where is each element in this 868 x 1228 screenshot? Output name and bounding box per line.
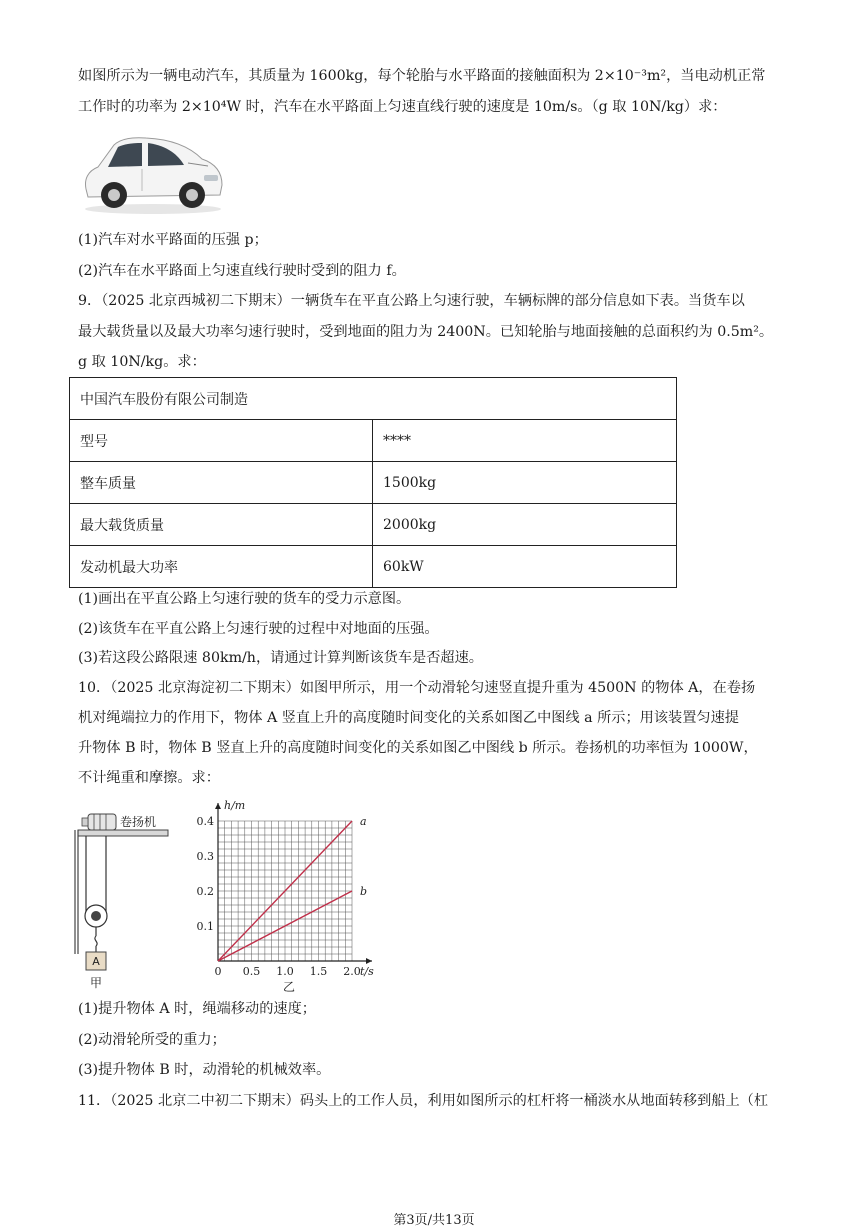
x-axis-label: t/s <box>360 965 374 978</box>
table-row <box>70 504 677 546</box>
series-label-a: a <box>360 815 367 828</box>
table-row <box>70 462 677 504</box>
x-tick-label: 1.0 <box>276 965 294 978</box>
y-tick-label: 0.2 <box>196 885 214 898</box>
height-time-chart <box>192 793 388 993</box>
series-label-b: b <box>360 885 368 898</box>
y-tick-label: 0.4 <box>196 815 214 828</box>
table-row <box>70 546 677 588</box>
q8-line1: 如图所示为一辆电动汽车，其质量为 1600kg，每个轮胎与水平路面的接触面积为 2×10⁻³m²，当电动机正常 <box>78 68 766 84</box>
table-row <box>70 420 677 462</box>
object-a-label: A <box>92 955 100 968</box>
x-tick-label: 0.5 <box>242 965 261 978</box>
q10-line1: 10．（2025 北京海淀初二下期末）如图甲所示，用一个动滑轮匀速竖直提升重为 4500N 的物体 A，在卷扬 <box>78 680 756 696</box>
q8-sub2: (2)汽车在水平路面上匀速直线行驶时受到的阻力 f。 <box>78 263 406 279</box>
figure-yi-caption: 乙 <box>282 980 296 993</box>
y-tick-label: 0.3 <box>196 850 214 863</box>
q10-line3: 升物体 B 时，物体 B 竖直上升的高度随时间变化的关系如图乙中图线 b 所示。卷扬机的功率恒为 1000W， <box>78 740 758 756</box>
x-tick-label: 2.0 <box>343 965 361 978</box>
y-axis-label: h/m <box>224 799 246 812</box>
row-value: 2000kg <box>373 504 677 546</box>
figure-jia-caption: 甲 <box>90 976 103 990</box>
row-label: 型号 <box>70 420 373 462</box>
x-axis-arrow <box>366 958 372 964</box>
page-footer: 第3页/共13页 <box>393 1213 475 1228</box>
row-value: 1500kg <box>373 462 677 504</box>
pulley-diagram <box>72 806 172 990</box>
row-value: 60kW <box>373 546 677 588</box>
q9-sub3: (3)若这段公路限速 80km/h，请通过计算判断该货车是否超速。 <box>78 650 483 666</box>
row-value: **** <box>373 420 677 462</box>
q10-sub2: (2)动滑轮所受的重力； <box>78 1032 226 1048</box>
q10-line2: 机对绳端拉力的作用下，物体 A 竖直上升的高度随时间变化的关系如图乙中图线 a 所示；用该装置匀速提 <box>78 710 739 726</box>
q11-line1: 11．（2025 北京二中初二下期末）码头上的工作人员，利用如图所示的杠杆将一桶淡水从地面转移到船上（杠 <box>78 1093 769 1109</box>
electric-car-image <box>80 133 226 215</box>
truck-spec-table <box>69 377 677 588</box>
q8-sub1: (1)汽车对水平路面的压强 p； <box>78 232 268 248</box>
q10-sub3: (3)提升物体 B 时，动滑轮的机械效率。 <box>78 1062 331 1078</box>
x-tick-label: 0 <box>214 965 222 978</box>
winch-label: 卷扬机 <box>120 815 157 829</box>
q9-line2: 最大载货量以及最大功率匀速行驶时，受到地面的阻力为 2400N。已知轮胎与地面接触的总面积约为 0.5m²。 <box>78 324 774 340</box>
q10-line4: 不计绳重和摩擦。求： <box>78 770 220 786</box>
q9-sub2: (2)该货车在平直公路上匀速行驶的过程中对地面的压强。 <box>78 621 439 637</box>
q8-line2: 工作时的功率为 2×10⁴W 时，汽车在水平路面上匀速直线行驶的速度是 10m/s。（g 取 10N/kg）求： <box>78 99 727 115</box>
x-tick-label: 1.5 <box>309 965 328 978</box>
q10-sub1: (1)提升物体 A 时，绳端移动的速度； <box>78 1001 316 1017</box>
row-label: 发动机最大功率 <box>70 546 373 588</box>
row-label: 整车质量 <box>70 462 373 504</box>
q9-sub1: (1)画出在平直公路上匀速行驶的货车的受力示意图。 <box>78 591 411 607</box>
row-label: 最大载货质量 <box>70 504 373 546</box>
q9-line3: g 取 10N/kg。求： <box>78 354 206 370</box>
y-tick-label: 0.1 <box>196 920 214 933</box>
table-header: 中国汽车股份有限公司制造 <box>70 378 677 420</box>
y-axis-arrow <box>215 803 221 809</box>
q9-line1: 9．（2025 北京西城初二下期末）一辆货车在平直公路上匀速行驶，车辆标牌的部分信息如下表。当货车以 <box>78 293 745 309</box>
